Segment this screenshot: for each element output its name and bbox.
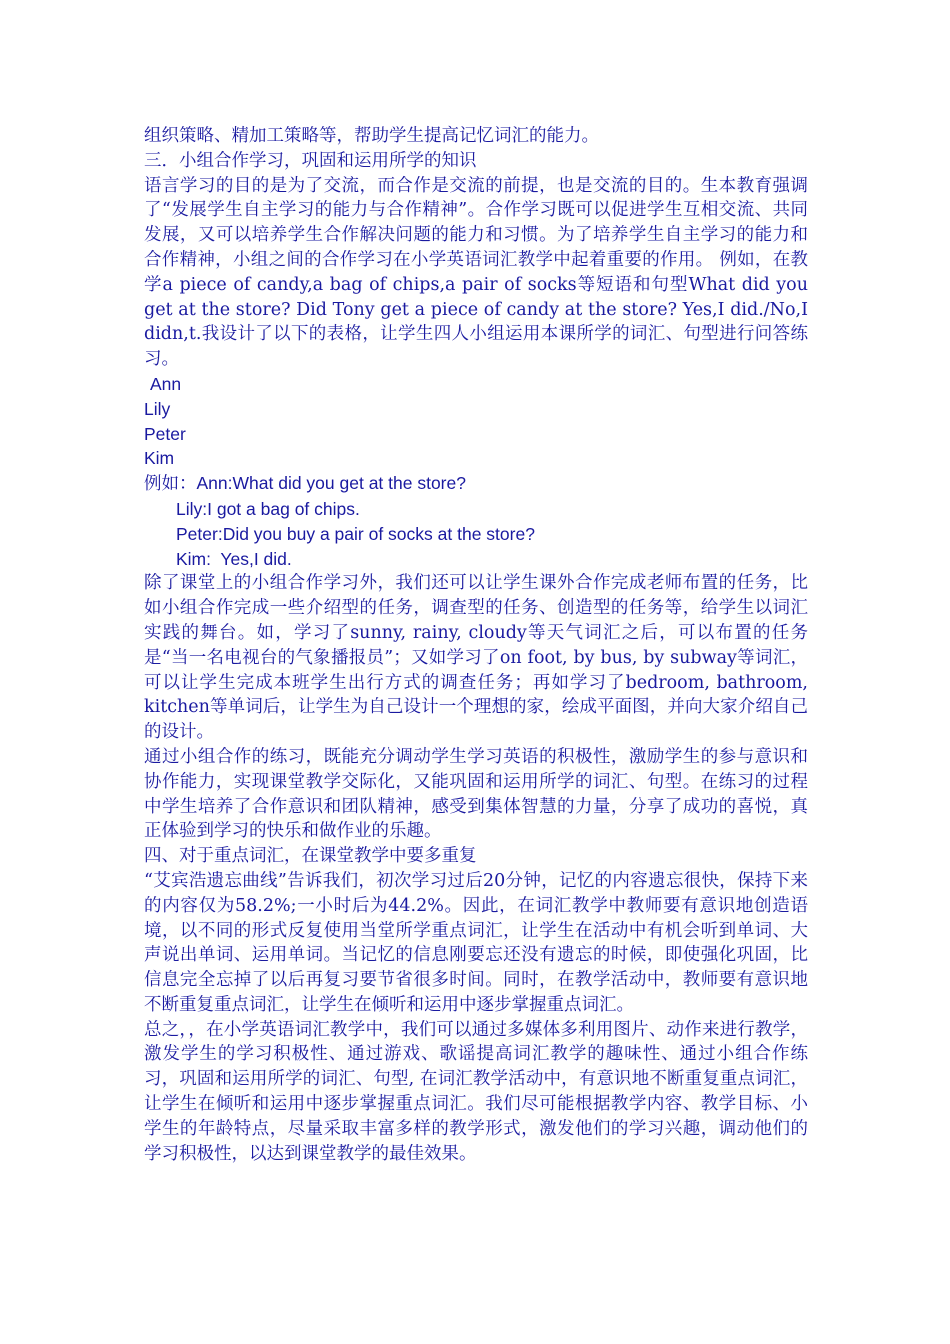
table-name-ann: Ann xyxy=(150,373,182,394)
paragraph-conclusion: 总之，，在小学英语词汇教学中，我们可以通过多媒体多利用图片、动作来进行教学，激发学生的学习积极性、通过游戏、歌谣提高词汇教学的趣味性、通过小组合作练习，巩固和运用所学的词汇、句型, 在词汇教学活动中，有意识地不断重复重点词汇，让学生在倾听和运用中逐步掌握重点词汇。我们尽可能根据教学内容、教学目标、小学生的年龄特点，尽量采取丰富多样的教学形式，激发他们的学习兴趣，调动他们的学习积极性，以达到课堂教学的最佳效果。 xyxy=(144,1019,808,1164)
dialog-line-lily: Lily:I got a bag of chips. xyxy=(176,498,360,519)
paragraph-intro-end: 组织策略、精加工策略等，帮助学生提高记忆词汇的能力。 xyxy=(144,126,599,146)
table-name-peter: Peter xyxy=(144,423,186,444)
table-name-lily: Lily xyxy=(144,398,171,419)
table-name-kim: Kim xyxy=(144,448,175,469)
paragraph-forgetting-curve: “艾宾浩遗忘曲线”告诉我们，初次学习过后20分钟，记忆的内容遗忘很快，保持下来的内容仅为58.2%;一小时后为44.2%。因此，在词汇教学中教师要有意识地创造语境，以不同的形式反复使用当堂所学重点词汇，让学生在活动中有机会听到单词、大声说出单词、运用单词。当记忆的信息刚要忘还没有遗忘的时候，即使强化巩固，比信息完全忘掉了以后再复习要节省很多时间。同时，在教学活动中，教师要有意识地不断重复重点词汇，让学生在倾听和运用中逐步掌握重点词汇。 xyxy=(144,870,808,1015)
example-prefix: 例如： xyxy=(144,474,197,495)
paragraph-extracurricular-tasks: 除了课堂上的小组合作学习外，我们还可以让学生课外合作完成老师布置的任务，比如小组合作完成一些介绍型的任务，调查型的任务、创造型的任务等，给学生以词汇实践的舞台。如，学习了sunny, rainy, cloudy等天气词汇之后，可以布置的任务是“当一名电视台的气象播报员”；又如学习了on foot, by bus, by subway等词汇，可以让学生完成本班学生出行方式的调查任务；再如学习了bedroom, bathroom, kitchen等单词后，让学生为自己设计一个理想的家，绘成平面图，并向大家介绍自己的设计。 xyxy=(144,573,808,743)
dialog-line-kim: Kim: Yes,I did. xyxy=(176,548,292,569)
paragraph-cooperative-learning: 语言学习的目的是为了交流，而合作是交流的前提，也是交流的目的。生本教育强调了“发展学生自主学习的能力与合作精神”。合作学习既可以促进学生互相交流、共同发展，又可以培养学生合作解决问题的能力和习惯。为了培养学生自主学习的能力和合作精神，小组之间的合作学习在小学英语词汇教学中起着重要的作用。 例如，在教学a piece of candy,a bag of chips,a pair of socks等短语和句型What did you get at the store? Did Tony get a piece of candy at the store? Yes,I did./No,I didn,t.我设计了以下的表格，让学生四人小组运用本课所学的词汇、句型进行问答练习。 xyxy=(144,175,808,370)
section-heading-4: 四、对于重点词汇，在课堂教学中要多重复 xyxy=(144,846,477,867)
section-heading-3: 三．小组合作学习，巩固和运用所学的知识 xyxy=(144,150,477,171)
dialog-line-peter: Peter:Did you buy a pair of socks at the store? xyxy=(176,523,535,544)
dialog-line-ann: Ann:What did you get at the store? xyxy=(196,473,466,494)
example-dialog xyxy=(144,471,808,571)
paragraph-group-practice-benefits: 通过小组合作的练习，既能充分调动学生学习英语的积极性，激励学生的参与意识和协作能力，实现课堂教学交际化，又能巩固和运用所学的词汇、句型。在练习的过程中学生培养了合作意识和团队精神，感受到集体智慧的力量，分享了成功的喜悦，真正体验到学习的快乐和做作业的乐趣。 xyxy=(144,746,808,842)
document-body xyxy=(144,124,808,1166)
